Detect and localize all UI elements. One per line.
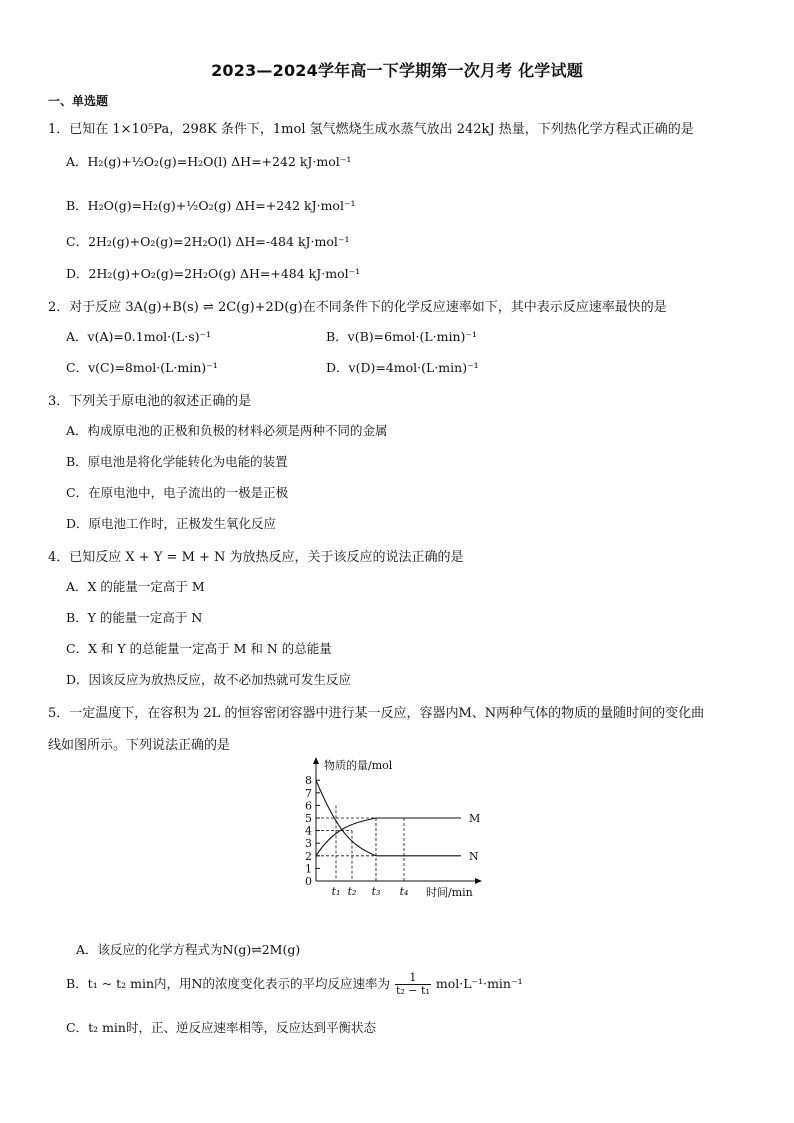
q5-option-b (66, 972, 523, 997)
q4-option-d: D．因该反应为放热反应，故不必加热就可发生反应 (66, 672, 352, 687)
q1-option-a: A．H₂(g)+½O₂(g)=H₂O(l) ΔH=+242 kJ·mol⁻¹ (66, 154, 352, 169)
y-axis-label: 物质的量/mol (324, 759, 393, 772)
q5-option-a: A．该反应的化学方程式为N(g)⇌2M(g) (76, 942, 301, 957)
q4-option-a: A．X 的能量一定高于 M (66, 579, 205, 594)
x-tick-label: t₂ (347, 885, 357, 898)
q3-option-c: C．在原电池中，电子流出的一极是正极 (66, 485, 289, 500)
question-text: 下列关于原电池的叙述正确的是 (69, 394, 252, 409)
question-text: 已知在 1×10⁵Pa，298K 条件下，1mol 氢气燃烧生成水蒸气放出 242kJ 热量，下列热化学方程式正确的是 (69, 122, 694, 137)
fraction-numerator: 1 (395, 972, 431, 985)
q5-option-c: C．t₂ min时，正、逆反应速率相等，反应达到平衡状态 (66, 1020, 376, 1035)
question-number: 2． (48, 300, 70, 315)
y-tick-label: 7 (305, 786, 312, 800)
x-axis-label: 时间/min (426, 886, 473, 899)
question-text: 对于反应 3A(g)+B(s) ⇌ 2C(g)+2D(g)在不同条件下的化学反应速率如下，其中表示反应速率最快的是 (69, 300, 667, 315)
question-1 (48, 118, 694, 137)
y-tick-label: 3 (305, 837, 312, 851)
q2-option-c: C．v(C)=8mol·(L·min)⁻¹ (66, 360, 218, 375)
y-tick-label: 6 (305, 799, 312, 813)
x-tick-label: t₁ (331, 885, 341, 898)
question-4 (48, 546, 464, 565)
fraction (395, 972, 431, 997)
q3-option-b: B．原电池是将化学能转化为电能的装置 (66, 454, 288, 469)
fraction-denominator: t₂ − t₁ (395, 984, 430, 997)
question-number: 4． (48, 550, 70, 565)
y-axis-arrow (313, 757, 319, 764)
page-title: 2023—2024学年高一下学期第一次月考 化学试题 (211, 61, 583, 80)
question-number: 5． (48, 706, 70, 721)
question-5 (48, 702, 704, 721)
q1-option-c: C．2H₂(g)+O₂(g)=2H₂O(l) ΔH=-484 kJ·mol⁻¹ (66, 234, 350, 249)
y-tick-label: 0 (305, 875, 312, 888)
y-tick-label: 5 (305, 812, 312, 825)
y-tick-label: 8 (305, 774, 312, 788)
x-tick-label: t₄ (399, 885, 409, 898)
x-tick-label: t₃ (371, 885, 381, 898)
amount-time-chart (290, 755, 510, 904)
section-heading: 一、单选题 (48, 94, 109, 108)
chart-svg (290, 755, 510, 900)
question-3 (48, 390, 251, 409)
y-tick-label: 1 (305, 862, 312, 876)
q2-option-d: D．v(D)=4mol·(L·min)⁻¹ (326, 360, 479, 375)
y-tick-label: 4 (305, 824, 312, 838)
q1-option-d: D．2H₂(g)+O₂(g)=2H₂O(g) ΔH=+484 kJ·mol⁻¹ (66, 266, 361, 281)
x-axis-arrow (475, 878, 482, 884)
question-text: 已知反应 X + Y = M + N 为放热反应，关于该反应的说法正确的是 (69, 550, 464, 565)
q4-option-c: C．X 和 Y 的总能量一定高于 M 和 N 的总能量 (66, 641, 332, 656)
q5-option-b-unit: mol·L⁻¹·min⁻¹ (435, 976, 523, 991)
question-5-line-2: 线如图所示。下列说法正确的是 (48, 738, 231, 753)
question-text-line-1: 一定温度下，在容积为 2L 的恒容密闭容器中进行某一反应，容器内M、N两种气体的物质的量随时间的变化曲 (69, 706, 705, 721)
q3-option-a: A．构成原电池的正极和负极的材料必须是两种不同的金属 (66, 423, 388, 438)
question-number: 1． (48, 122, 70, 137)
q5-option-b-text: B．t₁ ~ t₂ min内，用N的浓度变化表示的平均反应速率为 (66, 976, 390, 991)
question-number: 3． (48, 394, 70, 409)
q3-option-d: D．原电池工作时，正极发生氧化反应 (66, 516, 277, 531)
q2-option-b: B．v(B)=6mol·(L·min)⁻¹ (326, 329, 478, 344)
y-tick-label: 2 (305, 849, 312, 863)
q2-option-a: A．v(A)=0.1mol·(L·s)⁻¹ (66, 329, 212, 344)
question-2 (48, 296, 667, 315)
series-label-n: N (469, 849, 479, 863)
series-label-m: M (469, 812, 481, 825)
q4-option-b: B．Y 的能量一定高于 N (66, 610, 203, 625)
q1-option-b: B．H₂O(g)=H₂(g)+½O₂(g) ΔH=+242 kJ·mol⁻¹ (66, 198, 356, 213)
